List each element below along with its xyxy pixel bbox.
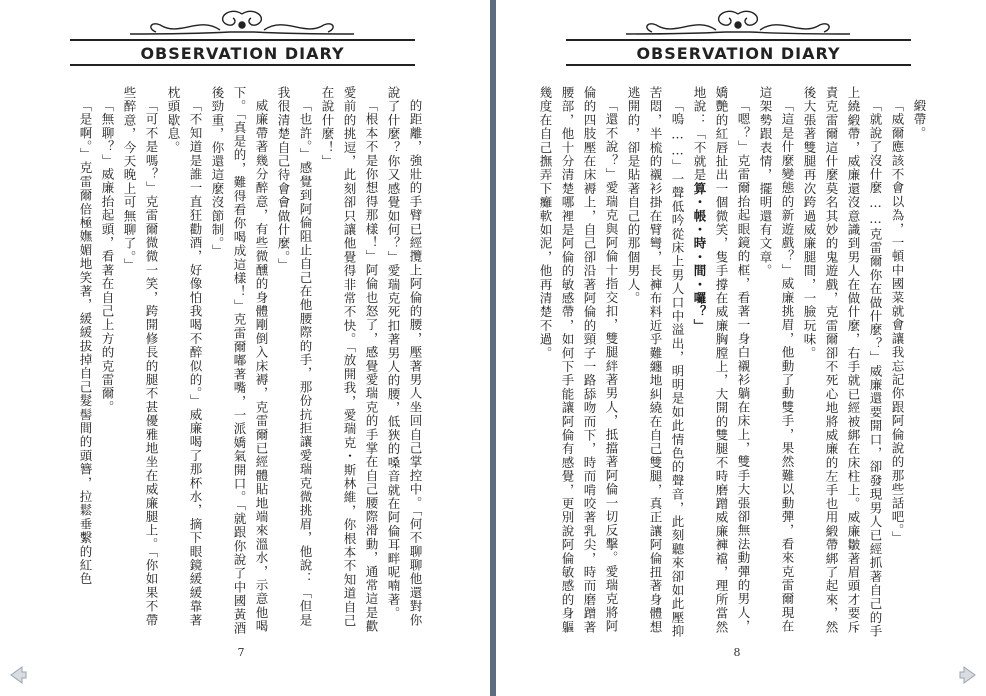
paragraph (688, 86, 754, 638)
header-title: OBSERVATION DIARY (140, 44, 345, 63)
paragraph: 「還不說？」愛瑞克與阿倫十指交扣，雙腿絆著男人，抵擋著阿倫一切反擊。愛瑞克將阿倫的四肢壓在床褥上，自己卻沿著阿倫的頸子一路舔吻而下，時而啃咬著乳尖，時而磨蹭著腰部，他十分清楚哪裡是阿倫的敏感帶，如何下手能讓阿倫有感覺，更別說阿倫敏感的身軀幾度在自己撫弄下癱軟如泥，他再清楚不過。 (538, 86, 619, 634)
right-page-body (538, 86, 930, 638)
paragraph: 「威爾應該不會以為，一頓中國菜就會讓我忘記你跟阿倫說的那些話吧。」 (890, 98, 905, 545)
paragraph: 的距離，強壯的手臂已經攬上阿倫的腰，壓著男人坐回自己掌控中。「何不聊聊他還對你說了什麼？你又感覺如何？」愛瑞克死扣著男人的腰，低狹的嗓音就在阿倫耳畔呢喃著。 (386, 86, 423, 627)
paragraph: 「無聊？」威廉抬起頭，看著在自己上方的克雷爾。 (100, 98, 115, 414)
paragraph: 「就說了沒什麼……克雷爾你在做什麼？」威廉還要開口，卻發現男人已經抓著自己的手上繞緞帶，威廉還沒意識到男人在做什麼，右手就已經被綁在床柱上。威廉皺著眉頭才要斥責克雷爾這什麼莫名其妙的鬼遊戲，克雷爾卻不死心地將威廉的左手也用緞帶綁了起來，然後大張著雙腿再次跨過威廉腿間，一臉玩味。 (802, 86, 883, 638)
next-page-arrow-icon[interactable] (958, 664, 980, 686)
header-top-rule (566, 39, 911, 41)
left-page (0, 0, 490, 696)
paragraph: 「可不是嗎？」克雷爾微微一笑，跨開修長的腿不甚優雅地坐在威廉腿上。「你如果不帶些醉意，今天晚上可無聊了。」 (122, 86, 159, 627)
header-title: OBSERVATION DIARY (636, 44, 841, 63)
paragraph: 「這是什麼變態的新遊戲？」威廉挑眉，他動了動雙手，果然難以動彈，看來克雷爾現在這架勢跟表情，擺明還有文章。 (758, 86, 795, 633)
flourish-ornament-icon (566, 8, 911, 38)
paragraph: 威廉帶著幾分醉意，有些微醺的身體剛倒入床褥，克雷爾已經體貼地端來溫水，示意他喝下。「真是的，難得看你喝成這樣！」克雷爾嘟著嘴，一派嬌氣開口。「就跟你說了中國黃酒後勁重，你還這麼沒節制。」 (210, 86, 269, 636)
paragraph-text: 「嗯？」克雷爾抬起眼鏡的框，看著一身白襯衫躺在床上，雙手大張卻無法動彈的男人，嬌艷的紅唇扯出一個微笑，隻手撐在威廉胸膛上，大開的雙腿不時磨蹭威廉褲襠，理所當然地說：「不就是 (692, 86, 751, 634)
page-number: 7 (237, 646, 245, 659)
paragraph: 「是啊。」克雷爾倍極嫵媚地笑著，緩緩拔掉自己髮髻間的頭簪，拉鬆垂繫的紅色 (78, 98, 93, 586)
paragraph: 緞帶。 (912, 98, 927, 140)
paragraph: 「嗚……」一聲低吟從床上男人口中溢出，明明是如此情色的聲音，此刻聽來卻如此壓抑苦悶，半梳的襯衫掛在臂彎，長褲布料近乎難纏地糾繞在自己雙腿，真正讓阿倫扭著身體想逃開的，卻是貼著自己的那個男人。 (626, 86, 685, 638)
paragraph: 「不知道是誰一直狂勸酒，好像怕我喝不醉似的。」威廉喝了那杯水，摘下眼鏡緩緩靠著枕頭歇息。 (166, 86, 203, 627)
page-header (566, 8, 911, 70)
right-page (496, 0, 986, 696)
previous-page-arrow-icon[interactable] (6, 664, 28, 686)
header-top-rule (70, 39, 415, 41)
header-bottom-rule (566, 64, 911, 66)
emphasis-text: 算・帳・時・間・囉？」 (692, 181, 707, 333)
header-bottom-rule (70, 64, 415, 66)
left-page-body (78, 86, 426, 638)
paragraph: 「也許。」感覺到阿倫阻止自己在他腰際的手，那份抗拒讓愛瑞克微挑眉，他說：「但是我很清楚自己待會會做什麼。」 (276, 86, 313, 627)
flourish-ornament-icon (70, 8, 415, 38)
page-number: 8 (733, 646, 741, 659)
paragraph: 「根本不是你想得那樣！」阿倫也怒了，感覺愛瑞克的手掌在自己腰際滑動，通常這是歡愛前的挑逗，此刻卻只讓他覺得非常不快。「放開我，愛瑞克・斯林維，你根本不知道自己在說什麼！」 (320, 86, 379, 633)
page-header (70, 8, 415, 70)
